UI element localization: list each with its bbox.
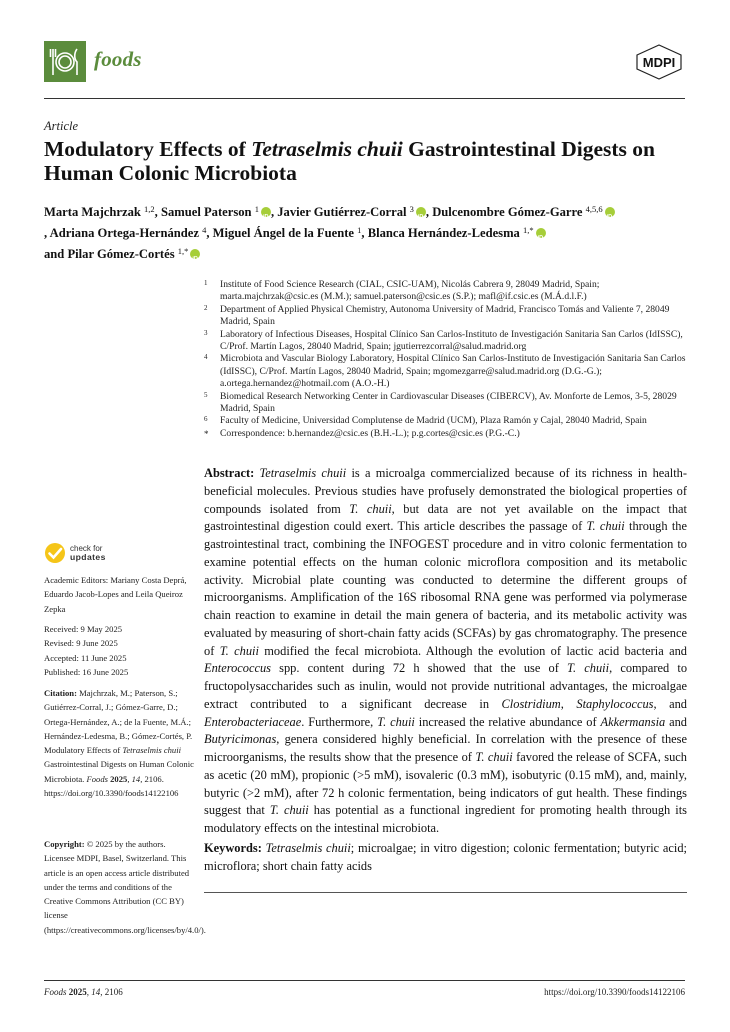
text-run: ; microalgae; in vitro digestion; colonic fermentation; butyric acid; microflora; short chain fatty acids [204,841,687,873]
mdpi-text: MDPI [642,55,676,70]
affiliation-item [204,279,694,304]
text-run: through the gastrointestinal tract, combining the INFOGEST procedure and in vitro colonic fermentation to examine potential effects on the human colonic microflora composition and its metabolic activity. Microbial plate counting was conducted to determine the different groups of microorganisms. Amplification of the 16S ribosomal RNA gene was performed via polymerase chain reaction to examine in detail the main genera of bacteria, and its metabolic activity was evaluated by measuring of short-chain fatty acids (SCFAs) by gas chromatography. The presence of [204,519,687,658]
orcid-icon[interactable] [416,207,426,217]
correspondence [204,428,694,440]
text-run: , [560,696,577,711]
affiliation-number: 1 [204,279,208,287]
author-affiliation-marker: 1 [357,225,362,235]
copyright-label: Copyright: [44,839,85,849]
text-run: increased the relative abundance of [414,714,601,729]
italic-term: Tetraselmis chuii [259,466,347,480]
footer-journal: Foods [44,987,67,997]
journal-name[interactable]: foods [94,47,142,71]
publication-dates [44,622,194,679]
author-name: Blanca Hernández-Ledesma [367,226,524,240]
citation-label: Citation: [44,688,77,698]
author-name: Miguel Ángel de la Fuente [212,226,358,240]
affiliation-text: Biomedical Research Networking Center in Cardiovascular Diseases (CIBERCV), Av. Monforte de Lemos, 3-5, 28029 Madrid, Spain [220,390,677,415]
author-affiliation-marker: 3 [409,204,414,214]
citation-volume: 14 [131,773,141,784]
text-run: , but data are not yet available on the impact that gastrointestinal digestion could exert. This article describes the passage of [204,501,687,534]
date-received: Received: 9 May 2025 [44,624,123,634]
author-list: Marta Majchrzak $^{1,2}$, Samuel Paterson $^1$ iD , Javier Gutiérrez-Corral $^3$ iD , Dulcenombre Gómez-Garre $^{4,5,6}$iD , Adriana Ortega-Hernández $^4$, Miguel Ángel de la Fuente $^1$, Blanca Hernández-Ledesma $^{1,*}$iD and Pilar Gómez-Cortés $^{1,*}$iD [44,200,694,263]
footer-year: 2025 [68,987,87,997]
italic-term: T. chuii [567,661,610,676]
title-species: Tetraselmis chuii [251,137,403,161]
text-run: modified the fecal microbiota. Although the evolution of lactic acid bacteria and [258,643,687,658]
text-run: , compared to fructopolysaccharides such as inulin, would not provide nutritional advantages, the microalgae extract contributed to a significant decrease in [204,661,688,711]
check-updates-line2: updates [70,552,106,562]
abstract-label: Abstract: [204,466,255,480]
check-updates-icon [44,542,66,564]
affiliation-number: 4 [204,353,208,362]
citation-species: Tetraselmis chuii [122,745,182,756]
footer-article-number: , 2106 [100,987,123,997]
title-text: Modulatory Effects of [44,137,252,161]
page-header [44,41,685,83]
academic-editors: Academic Editors: Mariany Costa Deprá, Eduardo Jacob-Lopes and Leila Queiroz Zepka [44,575,187,614]
text-run: . Furthermore, [301,714,378,729]
orcid-icon[interactable] [190,249,200,259]
author-affiliation-marker: 1,2 [144,204,155,214]
citation-year: 2025 [110,773,128,784]
text-run: , and [653,696,687,711]
affiliation-item [204,329,694,354]
text-run: and [665,714,687,729]
affiliation-number: 6 [204,415,208,424]
italic-term: Akkermansia [600,714,666,729]
citation-text-2: Gastrointestinal Digests on Human Colonic Microbiota. [44,759,194,784]
italic-term: T. chuii [377,714,415,729]
abstract [204,465,687,838]
text-run: has potential as a functional ingredient for promoting health through its modulatory effects on the intestinal microbiota. [204,803,687,835]
affiliation-item [204,353,694,390]
affiliation-text: Department of Applied Physical Chemistry, Autonoma University of Madrid, Francisco Tomás and Valiente 7, 28049 Madrid, Spain [220,303,670,328]
correspondence-mark: * [204,428,209,439]
check-updates-line1: check for [70,543,103,553]
affiliation-text: Microbiota and Vascular Biology Laboratory, Hospital Clínico San Carlos-Instituto de Investigación Sanitaria San Carlos (IdISSC), C/Prof. Martín Lagos, 28040 Madrid, Spain; mgomezgarre@salud.madrid.org (D.G.-G.); a.ortega.hernandez@hotmail.com (A.O.-H.) [220,353,686,390]
correspondence-text: Correspondence: b.hernandez@csic.es (B.H.-L.); p.g.cortes@csic.es (P.G.-C.) [220,427,520,439]
header-divider [44,98,685,99]
date-accepted: Accepted: 11 June 2025 [44,652,127,663]
text-run: favored the release of SCFA, such as acetic (20 mM), propionic (>5 mM), isovaleric (0.3 mM), isobutyric (0.15 mM), and, mainly, butyric (>2 mM), after 72 h colonic fermentation, being indicators of gut health. These findings suggest that [204,750,687,818]
keywords-label: Keywords: [204,841,262,855]
affiliation-item [204,415,694,427]
footer-volume: 14 [91,987,101,997]
mdpi-hexagon-icon [633,43,685,81]
affiliation-number: 3 [204,328,208,337]
affiliation-text: Institute of Food Science Research (CIAL, CSIC-UAM), Nicolás Cabrera 9, 28049 Madrid, Spain; marta.majchrzak@csic.es (M.M.); samuel.paterson@csic.es (S.P.); mafl@if.csic.es (M.Á.d.l.F.) [220,279,600,303]
footer-doi-link[interactable]: https://doi.org/10.3390/foods14122106 [544,987,685,997]
text-run: is a microalga commercialized because of its richness in health-beneficial molecules. Previous studies have profusely demonstrated the biological properties of compounds isolated from [204,466,687,516]
copyright-text: © 2025 by the authors. Licensee MDPI, Basel, Switzerland. This article is an open access article distributed under the terms and conditions of the Creative Commons Attribution (CC BY) license (https://creativecommons.org/licenses/by/4.0/). [44,839,206,935]
italic-term: T. chuii [349,501,392,516]
author-name: Pilar Gómez-Cortés [67,247,178,261]
orcid-icon[interactable] [605,207,615,217]
text-run: , genera considered highly beneficial. In correlation with the presence of these microorganisms, the results show that the presence of [204,732,687,764]
affiliation-number: 2 [204,303,208,312]
affiliation-number: 5 [204,390,208,399]
italic-term: Butyricimonas [204,732,277,747]
affiliations [204,279,694,440]
italic-term: Enterococcus [204,661,271,676]
author-affiliation-marker: 4 [202,225,207,235]
title-text-rest: Gastrointestinal Digests on Human Colonic Microbiota [44,137,655,185]
author-affiliation-marker: 1,* [177,246,189,256]
orcid-icon[interactable] [536,228,546,238]
author-affiliation-marker: 1 [254,204,259,214]
italic-term: Tetraselmis chuii [265,841,351,855]
citation-journal: Foods [86,773,108,784]
italic-term: T. chuii [219,643,259,658]
affiliation-text: Faculty of Medicine, Universidad Complutense de Madrid (UCM), Plaza Ramón y Cajal, 28040 Madrid, Spain [220,415,647,427]
author-name: Samuel Paterson [160,205,255,219]
italic-term: Clostridium [501,696,561,711]
mdpi-logo[interactable] [633,43,685,81]
affiliation-text: Laboratory of Infectious Diseases, Hospital Clínico San Carlos-Instituto de Investigación Sanitaria San Carlos (IdISSC), C/Prof. Martín Lagos, 28040 Madrid, Spain; jgutierrezcorral@salud.madrid.org [220,328,683,353]
date-published: Published: 16 June 2025 [44,666,129,677]
italic-term: T. chuii [475,750,513,764]
italic-term: T. chuii [269,803,309,818]
italic-term: Staphylococcus [576,696,654,711]
author-affiliation-marker: 4,5,6 [585,204,603,214]
italic-term: T. chuii [586,519,625,534]
citation-text: Majchrzak, M.; Paterson, S.; Gutiérrez-Corral, J.; Gómez-Garre, D.; Ortega-Hernández, A.; de la Fuente, M.Á.; Hernández-Ledesma, B.; Gómez-Cortés, P. Modulatory Effects of [44,688,193,756]
orcid-icon[interactable] [261,207,271,217]
journal-logo[interactable] [44,41,86,82]
keywords [204,840,687,876]
check-for-updates-badge[interactable] [44,541,124,565]
text-run: spp. content during 72 h showed that the use of [270,661,568,676]
author-name: Adriana Ortega-Hernández [49,226,203,240]
author-affiliation-marker: 1,* [523,225,534,235]
footer-divider [44,980,685,981]
affiliation-item [204,304,694,329]
affiliation-item [204,391,694,416]
author-name: Dulcenombre Gómez-Garre [432,205,586,219]
page-title [44,137,694,185]
plate-fork-knife-icon [44,41,86,82]
keywords-body [204,841,687,873]
abstract-divider [204,892,687,893]
italic-term: Enterobacteriaceae [204,714,302,729]
article-type: Article [44,119,79,133]
author-name: Javier Gutiérrez-Corral [277,205,410,219]
abstract-body [204,466,687,835]
date-revised: Revised: 9 June 2025 [44,638,118,649]
footer-citation: Foods 2025, 14, 2106 [44,987,123,997]
copyright-block [44,837,206,937]
citation-doi[interactable]: , 2106. https://doi.org/10.3390/foods14122106 [44,773,179,799]
citation-block: Citation: Majchrzak, M.; Paterson, S.; Gutiérrez-Corral, J.; Gómez-Garre, D.; Ortega-Hernández, A.; de la Fuente, M.Á.; Hernández-Ledesma, B.; Gómez-Cortés, P. Modulatory Effects of Tetraselmis chuii Gastrointestinal Digests on Human Colonic Microbiota. Foods 2025, 14, 2106. https://doi.org/10.3390/foods14122106 [44,688,194,799]
author-name: Marta Majchrzak [44,205,145,219]
